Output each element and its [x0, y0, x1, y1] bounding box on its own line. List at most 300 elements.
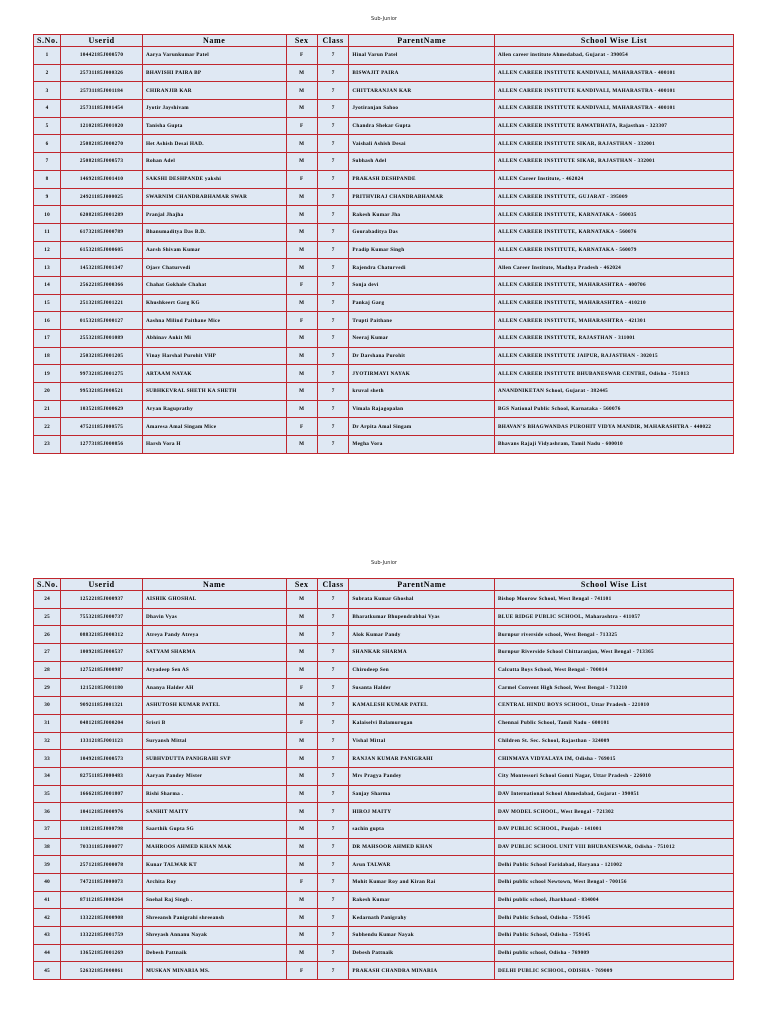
table-row	[34, 697, 734, 715]
cell-userid: 25731185J001454	[61, 100, 143, 118]
cell-sno: 21	[34, 400, 61, 418]
cell-name: Bhanumaditya Das B.D.	[142, 223, 286, 241]
cell-class: 7	[317, 750, 348, 768]
cell-name: Tanisha Gupta	[142, 117, 286, 135]
cell-userid: 08832185J000312	[61, 626, 143, 644]
cell-name: Srisri B	[142, 714, 286, 732]
cell-class: 7	[317, 100, 348, 118]
page-caption-2: Sub-Junior	[371, 560, 397, 566]
cell-parent: Subhash Adel	[349, 153, 495, 171]
cell-parent: Mohit Kumar Roy and Kiran Rai	[349, 874, 495, 892]
cell-class: 7	[317, 944, 348, 962]
cell-class: 7	[317, 785, 348, 803]
table-row	[34, 608, 734, 626]
cell-sno: 22	[34, 418, 61, 436]
cell-class: 7	[317, 732, 348, 750]
cell-sno: 38	[34, 838, 61, 856]
cell-sex: F	[286, 170, 317, 188]
cell-class: 7	[317, 608, 348, 626]
cell-sno: 15	[34, 294, 61, 312]
cell-userid: 10492185J000573	[61, 750, 143, 768]
cell-sno: 10	[34, 206, 61, 224]
table-row	[34, 276, 734, 294]
cell-sex: M	[286, 820, 317, 838]
cell-userid: 25082185J000270	[61, 135, 143, 153]
cell-userid: 62082185J001289	[61, 206, 143, 224]
cell-name: CHIRANJIB KAR	[142, 82, 286, 100]
cell-sex: M	[286, 927, 317, 945]
cell-userid: 61732185J000789	[61, 223, 143, 241]
cell-name: Pranjal Jhajha	[142, 206, 286, 224]
cell-class: 7	[317, 679, 348, 697]
table-header-row	[34, 579, 734, 591]
cell-school: BHAVAN'S BHAGWANDAS PUROHIT VIDYA MANDIR, MAHARASHTRA - 440022	[495, 418, 734, 436]
cell-userid: 13652185J001269	[61, 944, 143, 962]
cell-userid: 25731185J001184	[61, 82, 143, 100]
cell-userid: 25532185J001089	[61, 330, 143, 348]
student-table-2	[33, 578, 734, 980]
cell-sno: 36	[34, 803, 61, 821]
table-row	[34, 188, 734, 206]
cell-school: DAV MODEL SCHOOL, West Bengal - 721302	[495, 803, 734, 821]
cell-school: DAV PUBLIC SCHOOL, Punjab - 141001	[495, 820, 734, 838]
cell-sex: F	[286, 276, 317, 294]
cell-parent: kruval sheth	[349, 383, 495, 401]
cell-sno: 13	[34, 259, 61, 277]
cell-parent: PRAKASH DESHPANDE	[349, 170, 495, 188]
cell-school: Delhi Public School, Odisha - 759145	[495, 927, 734, 945]
cell-class: 7	[317, 591, 348, 609]
cell-parent: Pankaj Garg	[349, 294, 495, 312]
cell-userid: 75532185J000737	[61, 608, 143, 626]
cell-name: Rohan Adel	[142, 153, 286, 171]
cell-parent: DR MAHSOOR AHMED KHAN	[349, 838, 495, 856]
cell-userid: 10442185J000570	[61, 47, 143, 65]
cell-school: Allen Career Institute, Madhya Pradesh - 462024	[495, 259, 734, 277]
cell-sex: F	[286, 47, 317, 65]
cell-parent: Dr Arpita Amal Singam	[349, 418, 495, 436]
cell-parent: Rakesh Kumar	[349, 891, 495, 909]
table-header-row	[34, 35, 734, 47]
cell-sno: 35	[34, 785, 61, 803]
cell-name: Khushkeert Garg KG	[142, 294, 286, 312]
cell-parent: Kedarnath Panigrahy	[349, 909, 495, 927]
cell-name: BHAVISHI PAIRA BP	[142, 64, 286, 82]
cell-class: 7	[317, 838, 348, 856]
header-class: Class	[317, 579, 348, 591]
cell-name: Archita Roy	[142, 874, 286, 892]
cell-school: ALLEN CAREER INSTITUTE, KARNATAKA - 560076	[495, 223, 734, 241]
cell-sno: 41	[34, 891, 61, 909]
cell-class: 7	[317, 400, 348, 418]
cell-class: 7	[317, 170, 348, 188]
cell-class: 7	[317, 820, 348, 838]
table-row	[34, 820, 734, 838]
cell-sex: M	[286, 241, 317, 259]
cell-sno: 2	[34, 64, 61, 82]
cell-name: Ojasv Chaturvedi	[142, 259, 286, 277]
cell-sno: 31	[34, 714, 61, 732]
table-row	[34, 400, 734, 418]
table-row	[34, 891, 734, 909]
cell-class: 7	[317, 347, 348, 365]
cell-userid: 12773185J000856	[61, 436, 143, 454]
cell-sex: M	[286, 767, 317, 785]
cell-school: ALLEN Career Institute, - 462024	[495, 170, 734, 188]
cell-parent: Jyotiranjan Sahoo	[349, 100, 495, 118]
cell-class: 7	[317, 241, 348, 259]
cell-school: Bhavans Rajaji Vidyashram, Tamil Nadu - 600010	[495, 436, 734, 454]
cell-sex: M	[286, 750, 317, 768]
cell-sex: F	[286, 679, 317, 697]
cell-class: 7	[317, 661, 348, 679]
cell-class: 7	[317, 135, 348, 153]
table-row	[34, 909, 734, 927]
cell-userid: 99532185J000521	[61, 383, 143, 401]
cell-sno: 40	[34, 874, 61, 892]
cell-userid: 74721185J000073	[61, 874, 143, 892]
cell-sno: 29	[34, 679, 61, 697]
header-sno: S.No.	[34, 579, 61, 591]
cell-class: 7	[317, 418, 348, 436]
cell-sno: 39	[34, 856, 61, 874]
cell-class: 7	[317, 436, 348, 454]
cell-parent: SHANKAR SHARMA	[349, 644, 495, 662]
cell-class: 7	[317, 47, 348, 65]
cell-userid: 25731185J000326	[61, 64, 143, 82]
table-row	[34, 874, 734, 892]
cell-parent: Sonja devi	[349, 276, 495, 294]
cell-parent: Vaishali Ashish Desai	[349, 135, 495, 153]
cell-class: 7	[317, 188, 348, 206]
cell-sex: F	[286, 962, 317, 980]
cell-name: Kunar TALWAR KT	[142, 856, 286, 874]
cell-userid: 01532185J000127	[61, 312, 143, 330]
cell-sno: 18	[34, 347, 61, 365]
cell-name: Abhinav Ankit Mi	[142, 330, 286, 348]
cell-userid: 24921185J000025	[61, 188, 143, 206]
cell-userid: 87112185J000264	[61, 891, 143, 909]
cell-class: 7	[317, 312, 348, 330]
cell-parent: CHITTARANJAN KAR	[349, 82, 495, 100]
table-row	[34, 294, 734, 312]
cell-sex: M	[286, 803, 317, 821]
cell-name: Atreya Pandy Atreya	[142, 626, 286, 644]
cell-school: ANANDNIKETAN School, Gujarat - 382445	[495, 383, 734, 401]
cell-name: Shreeansh Panigrahi shreeansh	[142, 909, 286, 927]
cell-userid: 47521185J000575	[61, 418, 143, 436]
cell-sex: M	[286, 785, 317, 803]
cell-parent: Subhendu Kumar Nayak	[349, 927, 495, 945]
cell-sex: M	[286, 153, 317, 171]
cell-sno: 44	[34, 944, 61, 962]
cell-school: BGS National Public School, Karnataka - 560076	[495, 400, 734, 418]
cell-parent: Rajendra Chaturvedi	[349, 259, 495, 277]
cell-sex: M	[286, 82, 317, 100]
table-row	[34, 135, 734, 153]
cell-userid: 25712185J000078	[61, 856, 143, 874]
cell-sex: M	[286, 944, 317, 962]
cell-school: ALLEN CAREER INSTITUTE, MAHARASHTRA - 410210	[495, 294, 734, 312]
cell-name: Saarthik Gupta SG	[142, 820, 286, 838]
cell-sno: 5	[34, 117, 61, 135]
cell-class: 7	[317, 767, 348, 785]
cell-userid: 70331185J000077	[61, 838, 143, 856]
cell-name: Het Ashish Desai HAD.	[142, 135, 286, 153]
cell-sex: M	[286, 383, 317, 401]
header-sex: Sex	[286, 35, 317, 47]
cell-school: Chennai Public School, Tamil Nadu - 600101	[495, 714, 734, 732]
cell-sex: M	[286, 626, 317, 644]
cell-userid: 12522185J000937	[61, 591, 143, 609]
cell-parent: Sanjay Sharma	[349, 785, 495, 803]
cell-sex: M	[286, 891, 317, 909]
cell-school: ALLEN CAREER INSTITUTE KANDIVALI, MAHARASTRA - 400101	[495, 64, 734, 82]
cell-sex: M	[286, 732, 317, 750]
cell-sex: M	[286, 100, 317, 118]
student-table-1	[33, 34, 734, 454]
cell-name: SAKSHI DESHPANDE yakshi	[142, 170, 286, 188]
table-row	[34, 732, 734, 750]
cell-class: 7	[317, 383, 348, 401]
cell-sex: F	[286, 312, 317, 330]
cell-sno: 6	[34, 135, 61, 153]
cell-school: Burnpur riverside school, West Bengal - 713325	[495, 626, 734, 644]
cell-sex: M	[286, 188, 317, 206]
cell-sno: 32	[34, 732, 61, 750]
cell-sno: 45	[34, 962, 61, 980]
cell-class: 7	[317, 117, 348, 135]
cell-userid: 25132185J001221	[61, 294, 143, 312]
cell-class: 7	[317, 365, 348, 383]
cell-sno: 7	[34, 153, 61, 171]
cell-userid: 16662185J001807	[61, 785, 143, 803]
cell-userid: 12752185J000987	[61, 661, 143, 679]
cell-parent: Dr Darshana Purohit	[349, 347, 495, 365]
cell-school: Bishop Moorow School, West Bengal - 741101	[495, 591, 734, 609]
cell-sex: M	[286, 223, 317, 241]
cell-userid: 25622185J000366	[61, 276, 143, 294]
cell-class: 7	[317, 259, 348, 277]
cell-sno: 27	[34, 644, 61, 662]
cell-userid: 14532185J001347	[61, 259, 143, 277]
cell-parent: PRAKASH CHANDRA MINARIA	[349, 962, 495, 980]
cell-name: ASHUTOSH KUMAR PATEL	[142, 697, 286, 715]
cell-userid: 52632185J000861	[61, 962, 143, 980]
cell-sex: M	[286, 608, 317, 626]
table-row	[34, 714, 734, 732]
cell-parent: Gourabaditya Das	[349, 223, 495, 241]
table-row	[34, 47, 734, 65]
table-row	[34, 767, 734, 785]
cell-school: Delhi Public School, Odisha - 759145	[495, 909, 734, 927]
cell-parent: Susanta Halder	[349, 679, 495, 697]
cell-parent: Neeraj Kumar	[349, 330, 495, 348]
cell-name: Dhavin Vyas	[142, 608, 286, 626]
cell-sex: M	[286, 436, 317, 454]
cell-parent: Pradip Kumar Singh	[349, 241, 495, 259]
cell-name: Amaresa Amal Singam Mice	[142, 418, 286, 436]
cell-userid: 10412185J000976	[61, 803, 143, 821]
cell-name: Vinay Harshal Purohit VHP	[142, 347, 286, 365]
cell-school: Calcutta Boys School, West Bengal - 700014	[495, 661, 734, 679]
cell-parent: Chirodeep Sen	[349, 661, 495, 679]
table-row	[34, 644, 734, 662]
header-userid: Userid	[61, 579, 143, 591]
table-row	[34, 330, 734, 348]
cell-sex: M	[286, 64, 317, 82]
cell-sex: M	[286, 661, 317, 679]
cell-sno: 4	[34, 100, 61, 118]
cell-school: Children St. Sec. School, Rajasthan - 324009	[495, 732, 734, 750]
table-row	[34, 856, 734, 874]
cell-school: CHINMAYA VIDYALAYA IM, Odisha - 769015	[495, 750, 734, 768]
cell-sex: M	[286, 697, 317, 715]
cell-userid: 13322185J000908	[61, 909, 143, 927]
cell-class: 7	[317, 206, 348, 224]
cell-sno: 9	[34, 188, 61, 206]
cell-sno: 16	[34, 312, 61, 330]
cell-parent: RANJAN KUMAR PANIGRAHI	[349, 750, 495, 768]
cell-class: 7	[317, 697, 348, 715]
cell-class: 7	[317, 223, 348, 241]
cell-sex: F	[286, 418, 317, 436]
cell-school: Delhi public school, Jharkhand - 834004	[495, 891, 734, 909]
cell-sex: M	[286, 856, 317, 874]
cell-school: ALLEN CAREER INSTITUTE SIKAR, RAJASTHAN - 332001	[495, 153, 734, 171]
cell-sex: F	[286, 117, 317, 135]
table-row	[34, 679, 734, 697]
cell-name: Debesh Pattnaik	[142, 944, 286, 962]
cell-userid: 82751185J000483	[61, 767, 143, 785]
cell-school: DAV International School Ahmedabad, Gujarat - 390051	[495, 785, 734, 803]
table-row	[34, 383, 734, 401]
cell-parent: sachin gupta	[349, 820, 495, 838]
cell-parent: Rakesh Kumar Jha	[349, 206, 495, 224]
cell-school: ALLEN CAREER INSTITUTE, MAHARASHTRA - 421301	[495, 312, 734, 330]
table-row	[34, 365, 734, 383]
cell-class: 7	[317, 153, 348, 171]
cell-parent: Subrata Kumar Ghoshal	[349, 591, 495, 609]
cell-class: 7	[317, 82, 348, 100]
cell-userid: 90921185J001321	[61, 697, 143, 715]
header-class: Class	[317, 35, 348, 47]
table-row	[34, 436, 734, 454]
cell-class: 7	[317, 856, 348, 874]
cell-name: SUBHVDUTTA PANIGRAHI SVP	[142, 750, 286, 768]
cell-parent: HIROJ MAITY	[349, 803, 495, 821]
header-name: Name	[142, 35, 286, 47]
cell-userid: 13312185J001123	[61, 732, 143, 750]
table-row	[34, 944, 734, 962]
cell-name: ARTAAM NAYAK	[142, 365, 286, 383]
cell-name: Aashna Milind Paithane Mice	[142, 312, 286, 330]
header-school: School Wise List	[495, 579, 734, 591]
cell-class: 7	[317, 294, 348, 312]
cell-userid: 61532185J000605	[61, 241, 143, 259]
cell-name: Ananya Halder AH	[142, 679, 286, 697]
header-parent-name: ParentName	[349, 35, 495, 47]
table-row	[34, 223, 734, 241]
table-row	[34, 64, 734, 82]
cell-sno: 11	[34, 223, 61, 241]
cell-sno: 43	[34, 927, 61, 945]
cell-school: Carmel Convent High School, West Bengal - 713210	[495, 679, 734, 697]
table-row	[34, 100, 734, 118]
cell-name: Harsh Vora H	[142, 436, 286, 454]
cell-school: Delhi Public School Faridabad, Haryana - 121002	[495, 856, 734, 874]
table-row	[34, 153, 734, 171]
cell-class: 7	[317, 64, 348, 82]
cell-sno: 42	[34, 909, 61, 927]
table-row	[34, 591, 734, 609]
cell-school: ALLEN CAREER INSTITUTE, MAHARASHTRA - 400706	[495, 276, 734, 294]
cell-name: Snehal Raj Singh .	[142, 891, 286, 909]
cell-class: 7	[317, 330, 348, 348]
header-school: School Wise List	[495, 35, 734, 47]
cell-sno: 14	[34, 276, 61, 294]
cell-school: ALLEN CAREER INSTITUTE KANDIVALI, MAHARASTRA - 400101	[495, 82, 734, 100]
cell-sno: 8	[34, 170, 61, 188]
table-row	[34, 626, 734, 644]
cell-userid: 12102185J001020	[61, 117, 143, 135]
cell-parent: Megha Vora	[349, 436, 495, 454]
cell-class: 7	[317, 891, 348, 909]
table-row	[34, 418, 734, 436]
cell-parent: JYOTIRMAYI NAYAK	[349, 365, 495, 383]
cell-sno: 3	[34, 82, 61, 100]
cell-parent: Chandra Shekar Gupta	[349, 117, 495, 135]
cell-class: 7	[317, 874, 348, 892]
cell-sex: M	[286, 400, 317, 418]
cell-sex: M	[286, 644, 317, 662]
cell-parent: KAMALESH KUMAR PATEL	[349, 697, 495, 715]
cell-name: Aarya Varunkumar Patel	[142, 47, 286, 65]
cell-sno: 23	[34, 436, 61, 454]
table-row	[34, 661, 734, 679]
cell-name: Jyotir Jayshivam	[142, 100, 286, 118]
cell-parent: Debesh Pattnaik	[349, 944, 495, 962]
cell-name: SWARNIM CHANDRABHAMAR SWAR	[142, 188, 286, 206]
cell-parent: Kalaiselvi Balamurugan	[349, 714, 495, 732]
cell-class: 7	[317, 644, 348, 662]
cell-parent: Alok Kumar Pandy	[349, 626, 495, 644]
cell-class: 7	[317, 276, 348, 294]
cell-userid: 04812185J000204	[61, 714, 143, 732]
cell-sex: M	[286, 838, 317, 856]
cell-sno: 33	[34, 750, 61, 768]
cell-class: 7	[317, 714, 348, 732]
cell-userid: 10352185J000629	[61, 400, 143, 418]
cell-name: Rishi Sharma .	[142, 785, 286, 803]
cell-name: MUSKAN MINARIA MS.	[142, 962, 286, 980]
cell-school: ALLEN CAREER INSTITUTE, KARNATAKA - 560079	[495, 241, 734, 259]
cell-school: ALLEN CAREER INSTITUTE KANDIVALI, MAHARASTRA - 400101	[495, 100, 734, 118]
cell-sno: 34	[34, 767, 61, 785]
cell-userid: 99732185J001275	[61, 365, 143, 383]
table-row	[34, 259, 734, 277]
cell-name: MAHROOS AHMED KHAN MAK	[142, 838, 286, 856]
cell-name: AISHIK GHOSHAL	[142, 591, 286, 609]
cell-school: CENTRAL HINDU BOYS SCHOOL, Uttar Pradesh - 221010	[495, 697, 734, 715]
cell-class: 7	[317, 626, 348, 644]
cell-school: City Montessori School Gomti Nagar, Uttar Pradesh - 226010	[495, 767, 734, 785]
cell-sex: M	[286, 909, 317, 927]
cell-parent: Vishal Mittal	[349, 732, 495, 750]
cell-name: SUBHKEVRAL SHETH KA SHETH	[142, 383, 286, 401]
cell-school: ALLEN CAREER INSTITUTE, GUJARAT - 395009	[495, 188, 734, 206]
cell-sex: M	[286, 347, 317, 365]
